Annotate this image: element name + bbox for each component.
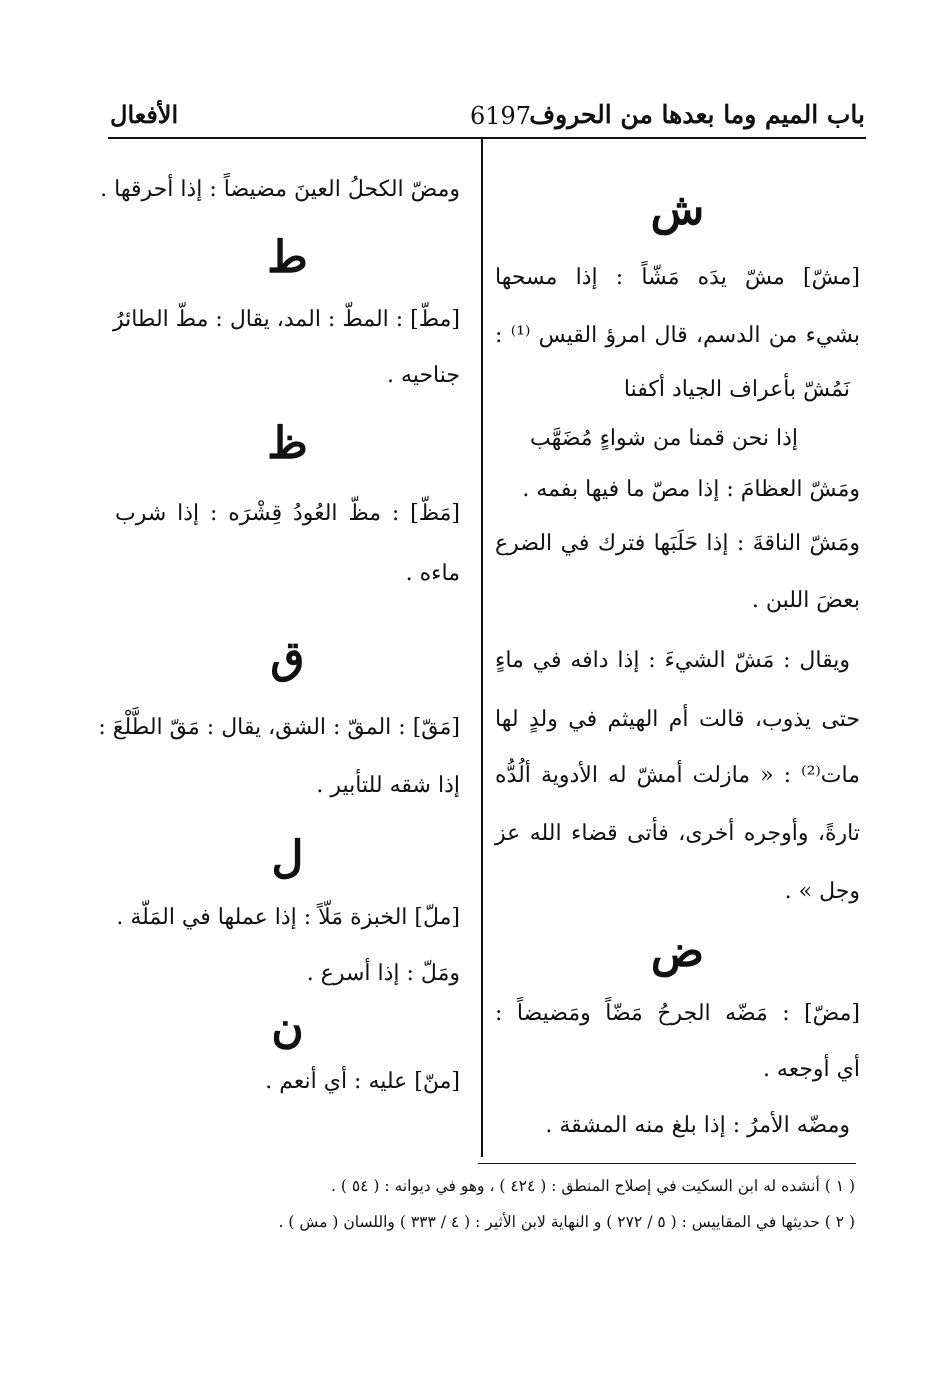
entry-line: [مطّ] : المطّ : المد، يقال : مطّ الطائرُ xyxy=(112,307,460,332)
entry-line: [مضّ] : مَضّه الجرحُ مَضّاً ومَضيضاً : xyxy=(495,1001,860,1026)
letter-heading-qaf: ق xyxy=(270,632,305,683)
entry-line: ومَشّ الناقةَ : إذا حَلَبَها فترك في الضرع xyxy=(495,531,860,556)
entry-sh xyxy=(495,250,860,920)
entry-za xyxy=(115,486,460,606)
entry-line: [ملّ] الخبزة مَلّاً : إذا عملها في المَلّة . xyxy=(116,905,460,930)
verse-line: إذا نحن قمنا من شواءٍ مُضَهَّب xyxy=(529,426,798,451)
entry-line: [مشّ] مشّ يدَه مَشّاً : إذا مسحها xyxy=(495,265,860,290)
entry-nun xyxy=(115,1054,460,1110)
entry-line: وجل » . xyxy=(784,879,860,904)
footnote-2: ( ٢ ) حديثها في المقاييس : ( ٥ / ٢٧٢ ) و النهاية لابن الأثير : ( ٤ / ٣٣٣ ) واللسان ( مش ) . xyxy=(278,1213,855,1231)
entry-lam xyxy=(115,890,460,1002)
verse-line: نَمُشّ بأعراف الجياد أكفنا xyxy=(623,377,850,402)
entry-line: أي أوجعه . xyxy=(762,1057,860,1082)
entry-dad xyxy=(495,986,860,1154)
letter-heading-dad: ض xyxy=(650,926,705,977)
letter-heading-ta: ط xyxy=(267,232,308,283)
page-number: 6197 xyxy=(470,102,532,130)
column-divider xyxy=(481,139,483,1157)
section-title: الأفعال xyxy=(110,100,179,129)
left-column xyxy=(98,160,460,1110)
letter-heading-lam: ل xyxy=(271,832,304,883)
entry-line: بعضَ اللبن . xyxy=(751,588,860,613)
entry-ta xyxy=(112,292,460,404)
right-column xyxy=(495,160,860,1154)
entry-line: ومضّ الكحلُ العينَ مضيضاً : إذا أحرقها . xyxy=(100,177,460,202)
letter-heading-sh: ش xyxy=(650,184,705,235)
entry-line: [مَظّ] : مظّ العُودُ قِشْرَه : إذا شرب xyxy=(115,501,460,526)
page-header xyxy=(110,100,865,140)
entry-line: [مَقّ] : المقّ : الشق، يقال : مَقّ الطَّلْعَ : xyxy=(98,715,460,740)
entry-line: حتى يذوب، قالت أم الهيثم في ولدٍ لها xyxy=(495,707,860,732)
entry-line: مات⁽²⁾ : « مازلت أمشّ له الأدوية ألُدُّه xyxy=(495,763,860,788)
entry-line: ومضّه الأمرُ : إذا بلغ منه المشقة . xyxy=(545,1113,850,1138)
entry-line: جناحيه . xyxy=(387,363,460,388)
letter-heading-za: ظ xyxy=(267,418,308,469)
entry-line: بشيء من الدسم، قال امرؤ القيس ⁽¹⁾ : xyxy=(495,323,861,348)
entry-line: ومَلّ : إذا أسرع . xyxy=(306,961,460,986)
entry-line: ومَشّ العظامَ : إذا مصّ ما فيها بفمه . xyxy=(522,477,860,502)
entry-line: إذا شقه للتأبير . xyxy=(316,773,460,798)
entry-line: ويقال : مَشّ الشيءَ : إذا دافه في ماءٍ xyxy=(495,648,850,673)
header-rule xyxy=(108,137,866,139)
entry-qaf xyxy=(98,700,460,816)
footnote-rule xyxy=(478,1163,856,1164)
entry-line: [منّ] عليه : أي أنعم . xyxy=(265,1069,460,1094)
chapter-title: باب الميم وما بعدها من الحروف xyxy=(529,100,865,129)
entry-line: ماءه . xyxy=(405,561,460,586)
letter-heading-nun: ن xyxy=(271,1002,304,1053)
footnote-1: ( ١ ) أنشده له ابن السكيت في إصلاح المنطق : ( ٤٢٤ ) ، وهو في ديوانه : ( ٥٤ ) . xyxy=(330,1177,855,1195)
entry-line: تارةً، وأوجره أخرى، فأتى قضاء الله عز xyxy=(495,821,860,846)
